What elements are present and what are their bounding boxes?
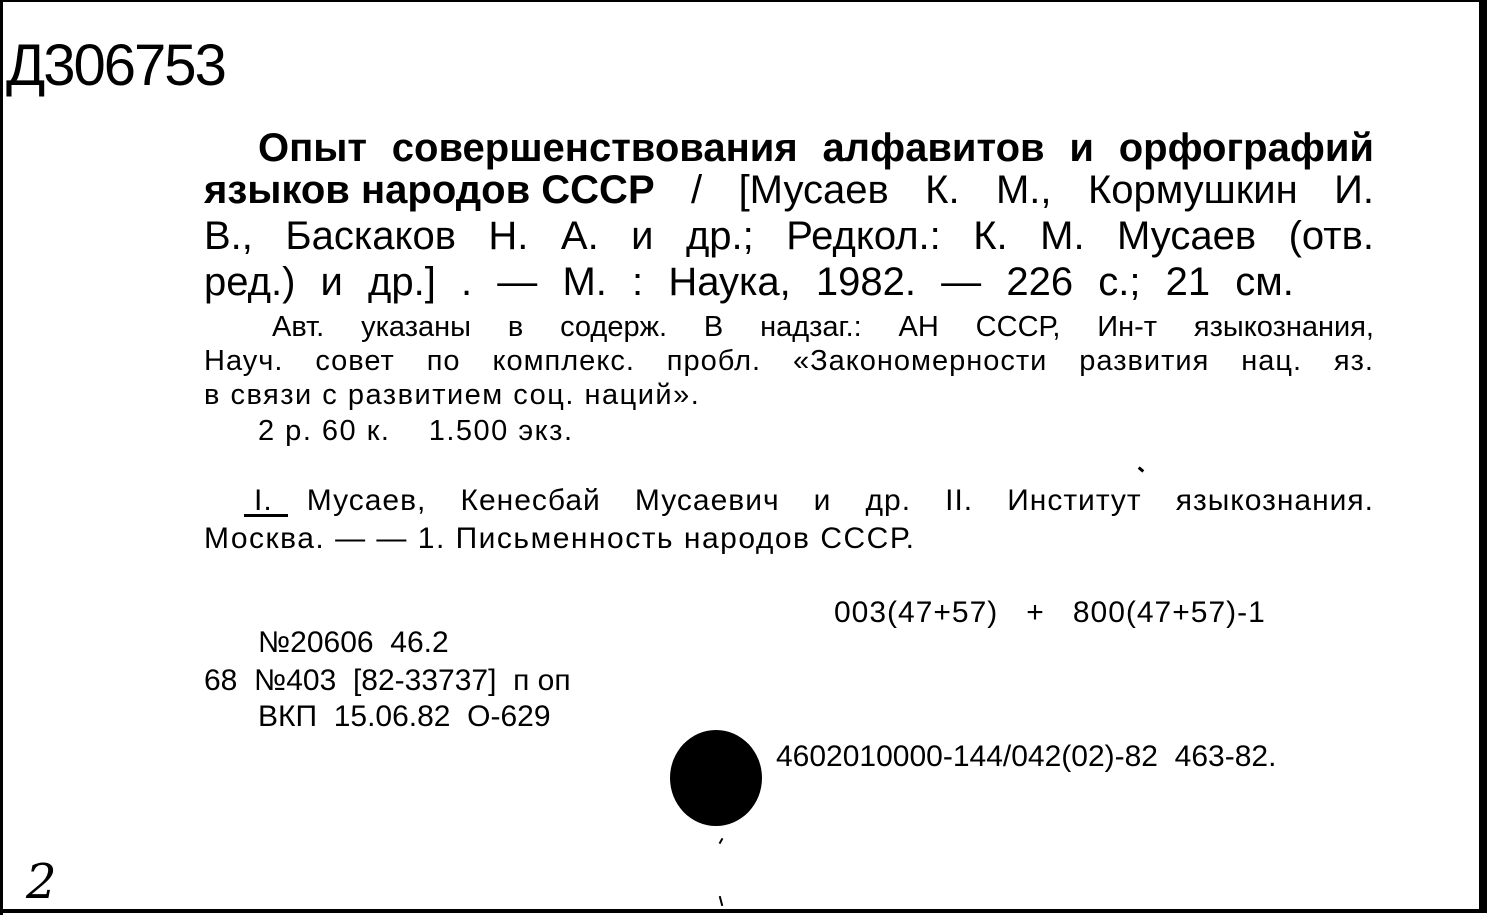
word: .	[461, 260, 473, 304]
word: М.	[562, 260, 607, 304]
word: Опыт	[258, 126, 368, 170]
tracing-line-1: I. Мусаев, Кенесбай Мусаевич и др. II. Институт языкознания.	[254, 484, 1374, 517]
word: и	[320, 260, 343, 304]
catalog-line-1: №20606 46.2	[258, 626, 449, 659]
word: 21	[1165, 260, 1211, 304]
word: —	[941, 260, 982, 304]
note-line-1: Авт. указаны в содерж. В надзаг.: АН СССР, Ин-т языкознания,	[272, 311, 1374, 343]
word: (отв.	[1288, 214, 1374, 258]
mark	[719, 838, 724, 844]
word: Мусаев	[1117, 214, 1257, 258]
word: совершенствования	[391, 126, 798, 170]
catalog-line-2: 68 №403 [82-33737] п оп	[204, 664, 571, 697]
word: и	[631, 214, 654, 258]
bibliographic-code: 4602010000-144/042(02)-82 463-82.	[776, 740, 1277, 773]
mark	[719, 896, 724, 906]
word: /	[691, 168, 703, 212]
title-line-3	[204, 214, 1374, 258]
word: Кормушкин	[1087, 168, 1298, 212]
word: Наука,	[668, 260, 791, 304]
word: К.	[973, 214, 1008, 258]
word: языков народов СССР	[204, 168, 655, 212]
title-line-1	[258, 126, 1374, 170]
price-and-copies: 2 р. 60 к. 1.500 экз.	[258, 415, 574, 447]
word: М.,	[995, 168, 1052, 212]
title-line-4	[204, 260, 1294, 304]
classification-index: 003(47+57) + 800(47+57)-1	[834, 596, 1266, 629]
card-number: Д306753	[6, 33, 225, 98]
word: Редкол.:	[786, 214, 941, 258]
pen-mark	[1138, 466, 1145, 472]
word: см.	[1235, 260, 1294, 304]
word: др.;	[685, 214, 754, 258]
word: М.	[1040, 214, 1085, 258]
word: и	[1069, 126, 1094, 170]
word: —	[497, 260, 538, 304]
catalog-line-3: ВКП 15.06.82 О-629	[258, 700, 551, 733]
word: алфавитов	[822, 126, 1045, 170]
tracing-line-2: Москва. — — 1. Письменность народов СССР.	[204, 522, 916, 555]
card-edge	[0, 2, 3, 915]
note-line-3: в связи с развитием соц. наций».	[204, 379, 701, 411]
word: [Мусаев	[738, 168, 889, 212]
title-line-2	[204, 168, 1374, 212]
word: с.;	[1098, 260, 1141, 304]
word: 1982.	[815, 260, 917, 304]
note-line-2: Науч. совет по комплекс. пробл. «Закономерности развития нац. яз.	[204, 345, 1374, 377]
word: 226	[1006, 260, 1074, 304]
word: А.	[560, 214, 599, 258]
word: ред.)	[204, 260, 296, 304]
word: К.	[925, 168, 960, 212]
word: Баскаков	[285, 214, 456, 258]
word: И.	[1334, 168, 1374, 212]
word: др.]	[368, 260, 436, 304]
word: :	[632, 260, 644, 304]
handwritten-mark: 2	[26, 854, 57, 910]
word: орфографий	[1118, 126, 1374, 170]
word: Н.	[488, 214, 529, 258]
word: В.,	[204, 214, 253, 258]
punch-dot	[670, 730, 762, 826]
